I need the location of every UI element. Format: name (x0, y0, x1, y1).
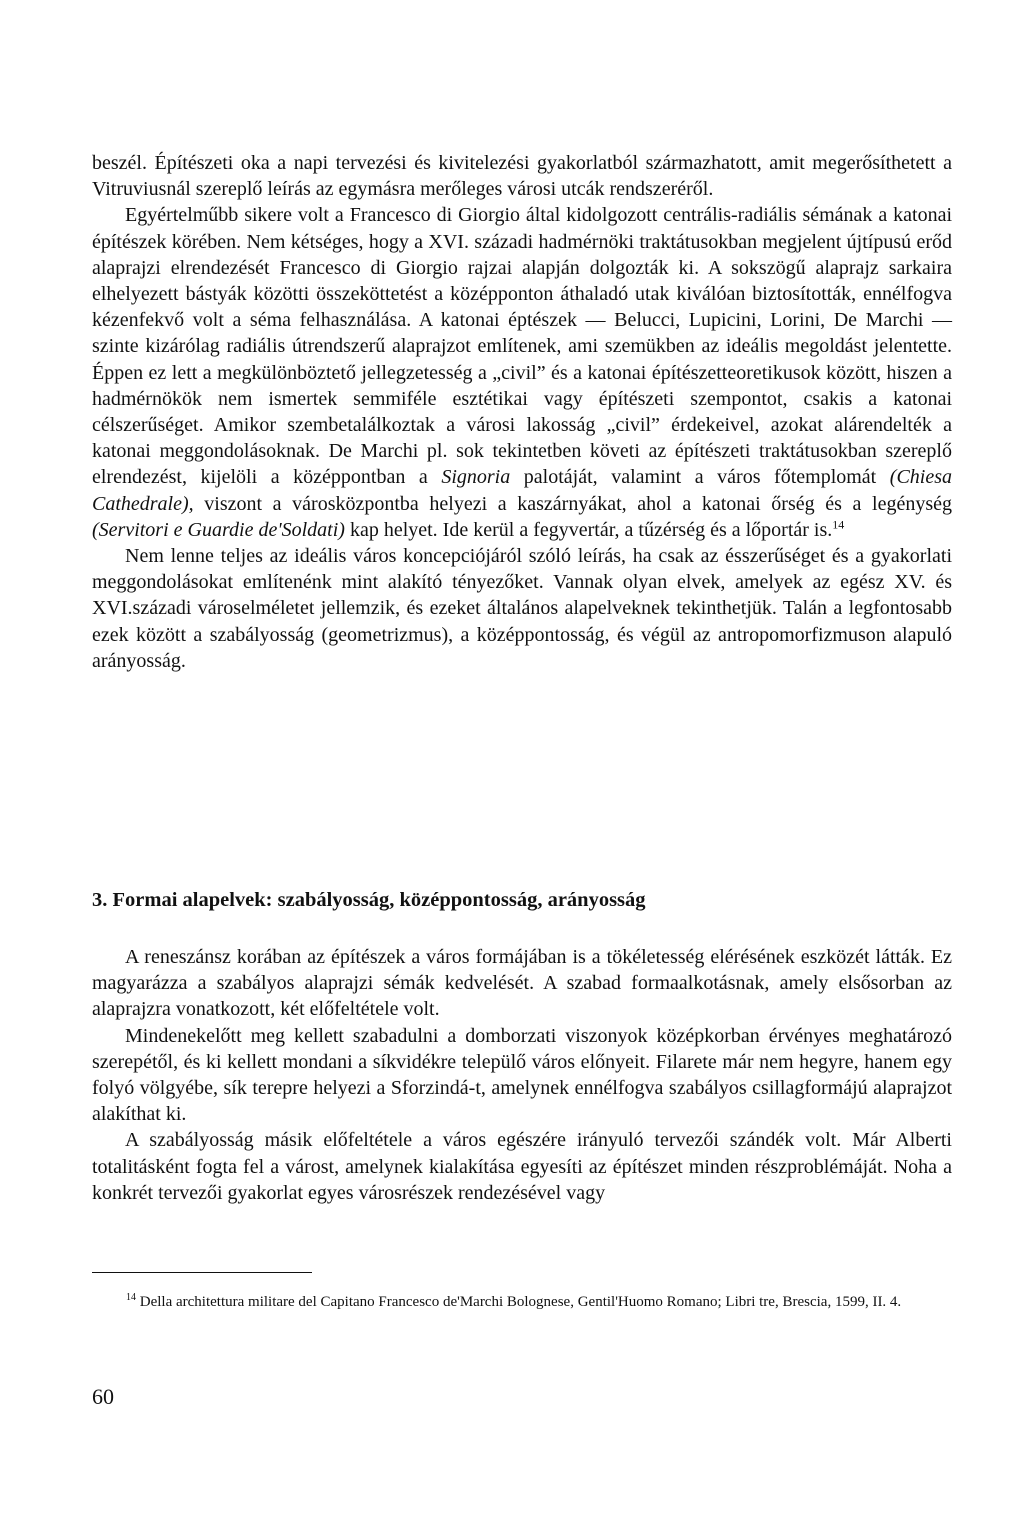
section-text (92, 944, 952, 1206)
page-number: 60 (92, 1384, 114, 1409)
italic-servitori: (Servitori e Guardie de'Soldati) (92, 518, 345, 541)
italic-signoria: Signoria (441, 466, 511, 489)
italic-chiesa-cathedrale: (Chiesa Cathedrale), (92, 466, 953, 515)
footnote (92, 1290, 952, 1315)
paragraph-2-text-c: viszont a városközpontba helyezi a kaszárnyákat, ahol a katonai őrség és a legénység (193, 492, 952, 515)
main-text (92, 150, 952, 674)
paragraph-2-text-a: Egyértelműbb sikere volt a Francesco di Giorgio által kidolgozott centrális-radiális sémának a katonai építészek körében. Nem kétséges, hogy a XVI. századi hadmérnöki traktátusokban megjelent újtípusú erőd alaprajzi elrendezését Francesco di Giorgio rajzai alapján dolgozták ki. A sokszögű alaprajz sarkaira elhelyezett bástyák közötti összeköttetést a középponton áthaladó utak kiválóan biztosították, ennélfogva kézenfekvő volt a séma felhasználása. A katonai éptészek — Belucci, Lupicini, Lorini, De Marchi — szinte kizárólag radiális útrendszerű alaprajzot említenek, ami szemükben az ideális megoldást jelentette. Éppen ez lett a megkülönböztető jellegzetesség a „civil” és a katonai építészetteoretikusok között, hiszen a hadmérnökök nem ismertek semmiféle esztétikai vagy építészeti szempontot, csakis a katonai célszerűséget. Amikor szembetalálkoztak a városi lakosság „civil” érdekeivel, azokat alárendelték a katonai meggondolásoknak. De Marchi pl. sok tekintetben követi az építészeti traktátusokban szereplő elrendezést, kijelöli a középpontban a (92, 204, 952, 489)
paragraph-2-text-b: palotáját, valamint a város főtemplomát (510, 466, 890, 489)
paragraph-2 (92, 202, 952, 543)
paragraph-4: A reneszánsz korában az építészek a város formájában is a tökéletesség elérésének eszközét látták. Ez magyarázza a szabályos alaprajzi sémák kedvelését. A szabad formaalkotásnak, amely elsősorban az alaprajzra vonatkozott, két előfeltétele volt. (92, 946, 952, 1021)
paragraph-1: beszél. Építészeti oka a napi tervezési és kivitelezési gyakorlatból származhatott, amit megerősíthetett a Vitruviusnál szereplő leírás az egymásra merőleges városi utcák rendszeréről. (92, 152, 952, 201)
footnote-number: 14 (126, 1292, 136, 1303)
footnote-reference[interactable]: 14 (832, 517, 845, 532)
footnote-divider (92, 1272, 312, 1273)
footnote-text: Della architettura militare del Capitano Francesco de'Marchi Bolognese, Gentil'Huomo Romano; Libri tre, Brescia, 1599, II. 4. (136, 1294, 902, 1310)
paragraph-3: Nem lenne teljes az ideális város koncepciójáról szóló leírás, ha csak az ésszerűséget és a gyakorlati meggondolásokat említenénk mint alakító tényezőket. Vannak olyan elvek, amelyek az egész XV. és XVI.századi városelméletet jellemzik, és ezeket általános alapelveknek tekinthetjük. Talán a legfontosabb ezek között a szabályosság (geometrizmus), a középpontosság, és végül az antropomorfizmuson alapuló arányosság. (92, 545, 952, 672)
section-heading: 3. Formai alapelvek: szabályosság, középpontosság, arányosság (92, 889, 646, 911)
paragraph-5: Mindenekelőtt meg kellett szabadulni a domborzati viszonyok középkorban érvényes meghatározó szerepétől, és ki kellett mondani a síkvidékre települő város előnyeit. Filarete már nem hegyre, hanem egy folyó völgyébe, sík terepre helyezi a Sforzindá-t, amelynek ennélfogva szabályos csillagformájú alaprajzot alakíthat ki. (92, 1024, 952, 1126)
paragraph-6: A szabályosság másik előfeltétele a város egészére irányuló tervezői szándék volt. Már Alberti totalitásként fogta fel a várost, amelynek kialakítása egyesíti az építészet minden részproblémáját. Noha a konkrét tervezői gyakorlat egyes városrészek rendezésével vagy (92, 1129, 952, 1204)
paragraph-2-text-d: kap helyet. Ide kerül a fegyvertár, a tűzérség és a lőportár is. (344, 518, 833, 541)
